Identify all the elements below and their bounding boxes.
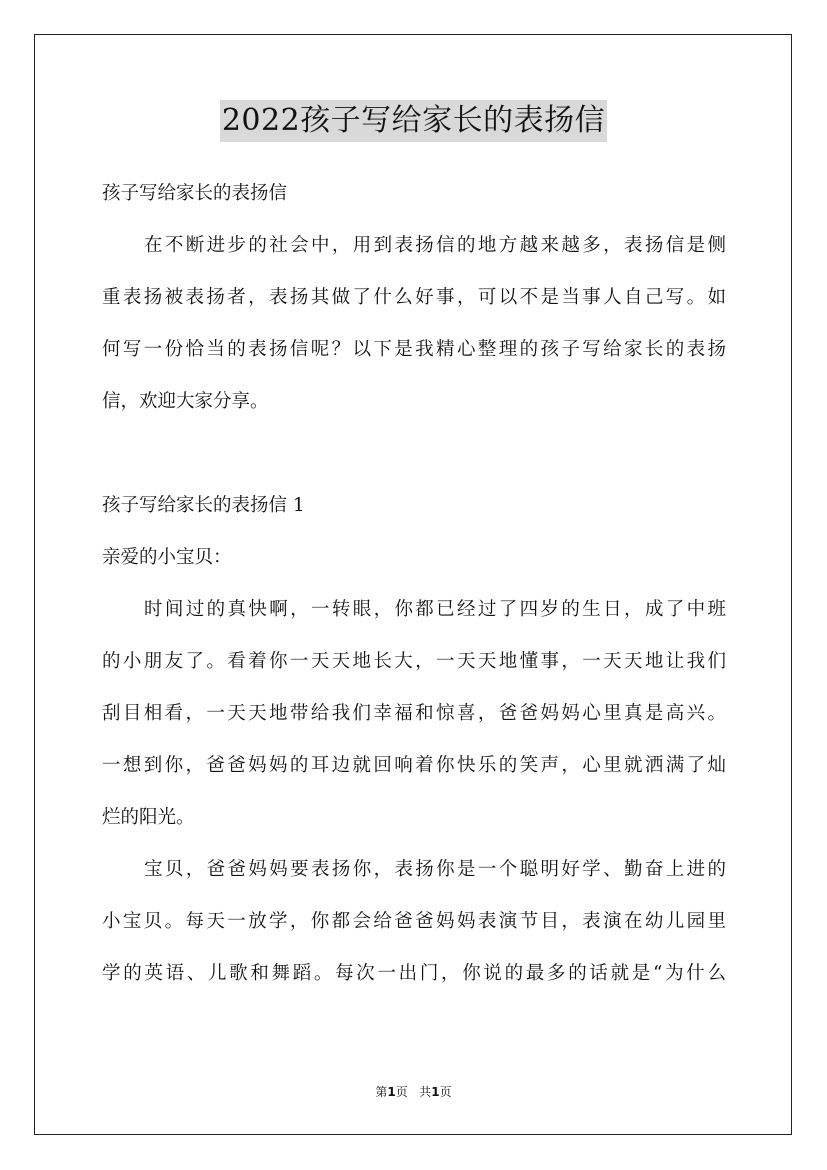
- paragraph-line: 的小朋友了。看着你一天天地长大，一天天地懂事，一天天地让我们: [102, 651, 726, 672]
- paragraph-line: 烂的阳光。: [102, 807, 195, 828]
- total-pages: 1: [431, 1085, 440, 1099]
- paragraph-line: 小宝贝。每天一放学，你都会给爸爸妈妈表演节目，表演在幼儿园里: [102, 911, 726, 932]
- document-title: 2022孩子写给家长的表扬信: [220, 100, 607, 142]
- intro-line: 重表扬被表扬者，表扬其做了什么好事，可以不是当事人自己写。如: [102, 287, 726, 308]
- paragraph-line: 学的英语、儿歌和舞蹈。每次一出门，你说的最多的话就是“为什么: [102, 963, 726, 984]
- document-body: [102, 176, 726, 1008]
- total-suffix: 页: [439, 1085, 452, 1099]
- intro-line: 在不断进步的社会中，用到表扬信的地方越来越多，表扬信是侧: [144, 235, 726, 256]
- subtitle: 孩子写给家长的表扬信: [102, 183, 288, 204]
- intro-line: 信，欢迎大家分享。: [102, 391, 269, 412]
- paragraph-line: 刮目相看，一天天地带给我们幸福和惊喜，爸爸妈妈心里真是高兴。: [102, 703, 726, 724]
- title-container: [0, 100, 827, 142]
- blank-line: [102, 436, 726, 488]
- total-prefix: 共: [419, 1085, 432, 1099]
- salutation: 亲爱的小宝贝：: [102, 547, 232, 568]
- section-heading: 孩子写给家长的表扬信 1: [102, 495, 305, 516]
- page-prefix: 第: [375, 1085, 388, 1099]
- page-number: 1: [387, 1085, 396, 1099]
- paragraph-line: 一想到你，爸爸妈妈的耳边就回响着你快乐的笑声，心里就洒满了灿: [102, 755, 726, 776]
- paragraph-line: 宝贝，爸爸妈妈要表扬你，表扬你是一个聪明好学、勤奋上进的: [144, 859, 726, 880]
- intro-line: 何写一份恰当的表扬信呢？以下是我精心整理的孩子写给家长的表扬: [102, 339, 726, 360]
- page-suffix: 页: [395, 1085, 408, 1099]
- page-footer: [0, 1083, 827, 1100]
- paragraph-line: 时间过的真快啊，一转眼，你都已经过了四岁的生日，成了中班: [144, 599, 726, 620]
